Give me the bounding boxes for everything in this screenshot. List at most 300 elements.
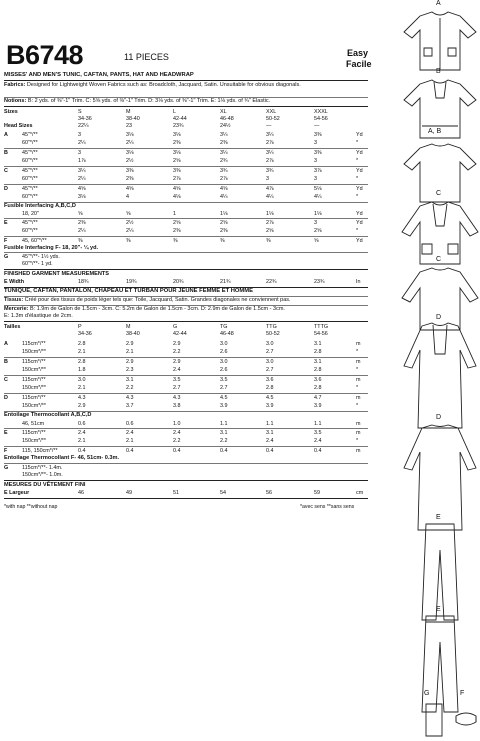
- table-cell: 2.2: [220, 438, 228, 444]
- french-title: TUNIQUE, CAFTAN, PANTALON, CHAPEAU ET TURBAN POUR JEUNE FEMME ET HOMME: [4, 288, 253, 294]
- divider: [4, 498, 368, 499]
- row-width: 115cm*/**: [22, 395, 46, 401]
- table-cell: 50-52: [266, 116, 280, 122]
- metrage-row: [4, 358, 370, 366]
- row-unit: *: [356, 176, 359, 182]
- table-cell: 2.9: [78, 403, 86, 409]
- table-cell: XL: [220, 109, 227, 115]
- row-unit: *: [356, 385, 359, 391]
- tunic-a-figure: [400, 8, 480, 74]
- table-cell: 4⅛: [173, 194, 181, 200]
- table-cell: 2.7: [220, 385, 228, 391]
- row-width: 115cm*/**: [22, 359, 46, 365]
- table-cell: P: [78, 324, 82, 330]
- table-cell: ⅝: [314, 238, 319, 244]
- table-cell: 2.8: [266, 385, 274, 391]
- row-unit: m: [356, 448, 361, 454]
- table-cell: 22¼: [78, 123, 89, 129]
- table-cell: 3: [266, 176, 269, 182]
- yardage-row: [4, 193, 370, 201]
- table-cell: 2.2: [173, 438, 181, 444]
- largeur-row: [4, 489, 370, 497]
- figure-label: D: [436, 414, 442, 421]
- metrage-row: [4, 447, 370, 455]
- row-label: E: [4, 220, 8, 226]
- table-cell: ⅜: [78, 238, 83, 244]
- table-cell: 4⅝: [173, 186, 181, 192]
- row-width: 150cm*/**: [22, 349, 46, 355]
- table-cell: 2.1: [126, 438, 134, 444]
- table-cell: 2.2: [173, 349, 181, 355]
- table-cell: 0.4: [78, 448, 86, 454]
- row-label: D: [4, 395, 8, 401]
- table-cell: 2.8: [314, 385, 322, 391]
- table-cell: 23¾: [173, 123, 184, 129]
- table-cell: 2.6: [220, 367, 228, 373]
- table-cell: 2.8: [314, 349, 322, 355]
- table-cell: 2.4: [266, 438, 274, 444]
- metrage-row: [4, 437, 370, 445]
- table-cell: 3⅛: [173, 150, 181, 156]
- row-label: E Width: [4, 279, 25, 285]
- table-cell: 42-44: [173, 116, 187, 122]
- row-label: D: [4, 186, 8, 192]
- fusible-row: [4, 210, 370, 218]
- table-cell: 3¼: [78, 168, 86, 174]
- table-cell: 19¾: [126, 279, 137, 285]
- table-cell: 2.4: [173, 430, 181, 436]
- table-cell: 1.1: [266, 421, 274, 427]
- table-cell: 3¼: [266, 150, 274, 156]
- table-cell: 3.0: [78, 377, 86, 383]
- row-width: 45"*/**: [22, 186, 38, 192]
- table-cell: 0.4: [220, 448, 228, 454]
- notions-note-label: Notions:: [4, 98, 27, 104]
- table-cell: 2⅝: [220, 220, 228, 226]
- row-unit: m: [356, 377, 361, 383]
- row-unit: cm: [356, 490, 364, 496]
- table-cell: 2.4: [173, 367, 181, 373]
- row-unit: m: [356, 341, 361, 347]
- row-unit: *: [356, 228, 359, 234]
- table-cell: 3.1: [220, 430, 228, 436]
- row-width: 115cm*/**- 1.4m.: [22, 465, 63, 471]
- difficulty-level: [346, 48, 372, 70]
- table-cell: 23: [126, 123, 132, 129]
- table-cell: 34-36: [78, 116, 92, 122]
- table-cell: 4¼: [266, 194, 274, 200]
- yardage-row: [4, 157, 370, 165]
- row-label: E Largeur: [4, 490, 30, 496]
- table-cell: 3.9: [314, 403, 322, 409]
- divider: [4, 80, 368, 81]
- table-cell: 3: [314, 220, 317, 226]
- table-cell: 3: [314, 140, 317, 146]
- table-cell: 3¼: [220, 132, 228, 138]
- row-width: 150cm*/**: [22, 367, 46, 373]
- table-cell: TTG: [266, 324, 277, 330]
- row-label: B: [4, 150, 8, 156]
- table-cell: 54-56: [314, 116, 328, 122]
- table-cell: 0.6: [126, 421, 134, 427]
- table-cell: 4¼: [220, 194, 228, 200]
- table-cell: 38-40: [126, 116, 140, 122]
- table-cell: 1⅛: [220, 211, 228, 217]
- mercerie-note-label: Mercerie:: [4, 306, 29, 312]
- entoilage-row: [4, 420, 370, 428]
- table-cell: 2⅝: [314, 228, 322, 234]
- row-unit: Yd: [356, 168, 363, 174]
- row-width: 45"*/**- 1½ yds.: [22, 254, 60, 260]
- row-unit: Yd: [356, 238, 363, 244]
- table-cell: 3: [78, 132, 81, 138]
- g-yardage-row: [4, 260, 370, 268]
- table-cell: 54-56: [314, 331, 328, 337]
- mercerie-note-text: B: 1.9m de Galon de 1.5cm - 3cm. C: 5.2m de Galon de 1.5cm - 3cm. D: 2.9m de Galon de 1.5cm - 3cm.: [28, 306, 285, 312]
- yardage-row: [4, 175, 370, 183]
- table-cell: 46: [78, 490, 84, 496]
- table-cell: 3.9: [220, 403, 228, 409]
- table-cell: 34-36: [78, 331, 92, 337]
- row-width: 115cm*/**: [22, 430, 46, 436]
- table-cell: 3⅛: [78, 194, 86, 200]
- table-cell: 2¾: [220, 158, 228, 164]
- yardage-row: [4, 219, 370, 227]
- table-cell: 3⅞: [314, 168, 322, 174]
- table-cell: M: [126, 324, 131, 330]
- figure-label: C: [436, 190, 442, 197]
- table-cell: 24½: [220, 123, 231, 129]
- table-cell: 2⅜: [220, 140, 228, 146]
- row-width: 45"*/**: [22, 220, 38, 226]
- row-label: C: [4, 377, 8, 383]
- row-unit: Yd: [356, 211, 363, 217]
- row-unit: In: [356, 279, 361, 285]
- table-cell: 1.0: [173, 421, 181, 427]
- table-cell: 2⅞: [266, 158, 274, 164]
- row-unit: Yd: [356, 220, 363, 226]
- row-width: 60"*/**: [22, 194, 38, 200]
- table-cell: 4¼: [314, 194, 322, 200]
- table-cell: 2⅞: [266, 140, 274, 146]
- table-cell: 1.1: [314, 421, 322, 427]
- footnotes: [4, 504, 57, 511]
- table-cell: G: [173, 324, 178, 330]
- table-cell: 3⅛: [126, 150, 134, 156]
- figure-label: E: [436, 514, 441, 521]
- table-cell: 3⅛: [126, 132, 134, 138]
- table-cell: 0.4: [314, 448, 322, 454]
- table-cell: 3⅜: [314, 132, 322, 138]
- table-cell: 2.9: [173, 341, 181, 347]
- row-label: Sizes: [4, 109, 18, 115]
- mesures-label: MESURES DU VÊTEMENT FINI: [4, 482, 86, 488]
- table-cell: 3.6: [314, 377, 322, 383]
- table-cell: 2¼: [78, 176, 86, 182]
- table-cell: 2.3: [126, 367, 134, 373]
- table-cell: ⅝: [126, 211, 131, 217]
- figure-label: F: [460, 690, 465, 697]
- table-cell: 20¾: [173, 279, 184, 285]
- table-cell: L: [173, 109, 176, 115]
- table-cell: 2⅞: [220, 176, 228, 182]
- metrage-row: [4, 366, 370, 374]
- table-cell: 2.1: [78, 385, 86, 391]
- table-cell: 4.5: [220, 395, 228, 401]
- table-cell: ⅜: [126, 238, 131, 244]
- row-width: 46, 51cm: [22, 421, 45, 427]
- metrage-row: [4, 384, 370, 392]
- table-cell: 4⅝: [78, 186, 86, 192]
- table-cell: 3.7: [126, 403, 134, 409]
- table-cell: XXXL: [314, 109, 328, 115]
- row-unit: *: [356, 194, 359, 200]
- table-cell: 3.5: [314, 430, 322, 436]
- yardage-row: [4, 149, 370, 157]
- metrage-row: [4, 429, 370, 437]
- row-label: G: [4, 254, 9, 260]
- table-cell: 3.5: [220, 377, 228, 383]
- table-cell: 22¾: [266, 279, 277, 285]
- table-cell: 46-48: [220, 116, 234, 122]
- fabrics-note-label: Fabrics:: [4, 82, 26, 88]
- table-cell: TG: [220, 324, 228, 330]
- row-width: 45"*/**: [22, 168, 38, 174]
- tissus-note-label: Tissus:: [4, 297, 24, 303]
- row-label: Tailles: [4, 324, 21, 330]
- table-cell: 46-48: [220, 331, 234, 337]
- table-cell: 3.1: [266, 430, 274, 436]
- table-cell: 3: [78, 150, 81, 156]
- table-cell: 59: [314, 490, 320, 496]
- table-cell: 21¾: [220, 279, 231, 285]
- table-cell: 49: [126, 490, 132, 496]
- table-cell: 3: [314, 158, 317, 164]
- row-unit: *: [356, 403, 359, 409]
- figure-label: B: [436, 68, 441, 75]
- table-cell: 2⅝: [173, 158, 181, 164]
- table-cell: 4.3: [173, 395, 181, 401]
- table-cell: 2.1: [126, 349, 134, 355]
- metrage-row: [4, 376, 370, 384]
- figure-label: A: [436, 0, 441, 7]
- table-cell: ⅜: [220, 238, 225, 244]
- table-cell: 3: [314, 176, 317, 182]
- row-unit: *: [356, 158, 359, 164]
- table-cell: 2⅝: [266, 228, 274, 234]
- table-cell: 3⅜: [314, 150, 322, 156]
- table-cell: ⅜: [173, 238, 178, 244]
- metrage-row: [4, 394, 370, 402]
- table-cell: ⅜: [266, 238, 271, 244]
- row-label: F: [4, 448, 8, 454]
- figure-label: C: [436, 256, 442, 263]
- row-width: 60"*/**: [22, 176, 38, 182]
- table-cell: 3.0: [266, 341, 274, 347]
- table-cell: 4⅝: [220, 186, 228, 192]
- finished-measurements-label: FINISHED GARMENT MEASUREMENTS: [4, 271, 110, 277]
- yardage-row: [4, 131, 370, 139]
- table-cell: 38-40: [126, 331, 140, 337]
- table-cell: 2.7: [266, 367, 274, 373]
- table-cell: 3.0: [220, 359, 228, 365]
- table-cell: 2⅝: [173, 220, 181, 226]
- yardage-row: [4, 237, 370, 245]
- table-cell: 3¾: [266, 168, 274, 174]
- table-cell: 3.0: [220, 341, 228, 347]
- figure-label: G: [424, 690, 430, 697]
- table-cell: 2.4: [126, 430, 134, 436]
- row-label: A: [4, 341, 8, 347]
- table-cell: 4⅞: [266, 186, 274, 192]
- table-cell: 3.1: [314, 359, 322, 365]
- table-cell: 1⅛: [314, 211, 322, 217]
- figure-label: D: [436, 314, 442, 321]
- divider: [4, 269, 368, 270]
- tissus-note: [4, 297, 368, 304]
- footnote-nap: *with nap: [4, 504, 26, 510]
- table-cell: 4⅝: [126, 186, 134, 192]
- table-cell: 2.1: [78, 349, 86, 355]
- row-unit: *: [356, 140, 359, 146]
- width-row: [4, 278, 370, 286]
- row-label: B: [4, 359, 8, 365]
- row-unit: Yd: [356, 150, 363, 156]
- difficulty-fr: Facile: [346, 59, 372, 69]
- table-cell: 2.1: [78, 438, 86, 444]
- size-range-row: [4, 330, 370, 338]
- table-cell: 2.9: [126, 359, 134, 365]
- headwrap-hat-figure: [400, 700, 480, 738]
- figure-label: A, B: [428, 128, 442, 135]
- row-label: Head Sizes: [4, 123, 33, 129]
- row-label: E: [4, 430, 8, 436]
- table-cell: 0.4: [173, 448, 181, 454]
- table-cell: 2¼: [126, 140, 134, 146]
- tissus-note-text: Créé pour des tissus de poids léger tels que: Toile, Jacquard, Satin. Grandes diagonales ne conviennent pas.: [23, 297, 291, 303]
- table-cell: 0.6: [78, 421, 86, 427]
- yardage-row: [4, 167, 370, 175]
- table-cell: 4.7: [314, 395, 322, 401]
- row-label: A: [4, 132, 8, 138]
- table-cell: 2½: [126, 220, 134, 226]
- table-cell: 3.8: [173, 403, 181, 409]
- table-cell: 2.7: [266, 349, 274, 355]
- g-metrage-row: [4, 471, 370, 479]
- fabrics-note: [4, 82, 368, 89]
- row-width: 150cm*/**: [22, 438, 46, 444]
- table-cell: ⅝: [78, 211, 83, 217]
- table-cell: 3¾: [220, 168, 228, 174]
- table-cell: 3.9: [266, 403, 274, 409]
- row-unit: *: [356, 367, 359, 373]
- row-unit: m: [356, 395, 361, 401]
- mercerie-note-2: E: 1.3m d'élastique de 2cm.: [4, 313, 73, 319]
- notions-note: [4, 98, 368, 105]
- row-width: 115, 150cm*/**: [22, 448, 58, 454]
- row-width: 150cm*/**: [22, 385, 46, 391]
- metrage-row: [4, 340, 370, 348]
- table-cell: 4.3: [78, 395, 86, 401]
- table-cell: 1⅛: [266, 211, 274, 217]
- mercerie-note: [4, 306, 368, 313]
- table-cell: 4.5: [266, 395, 274, 401]
- table-cell: 2.4: [314, 438, 322, 444]
- row-width: 45, 60"*/**: [22, 238, 47, 244]
- yardage-row: [4, 185, 370, 193]
- footnote-avec: *avec sens: [300, 504, 326, 510]
- row-width: 150cm*/**: [22, 403, 46, 409]
- table-cell: S: [78, 109, 82, 115]
- table-cell: 3.0: [266, 359, 274, 365]
- table-cell: 2⅜: [78, 220, 86, 226]
- footnotes-fr: [300, 504, 354, 511]
- table-cell: XXL: [266, 109, 277, 115]
- entoilage-label: Entoilage Thermocollant A,B,C,D: [4, 412, 92, 418]
- table-cell: M: [126, 109, 131, 115]
- table-cell: 0.4: [126, 448, 134, 454]
- notions-note-text: B: 2 yds. of ⅜"-1" Trim. C: 5⅝ yds. of ⅜"-1" Trim. D: 3⅛ yds. of ⅜"-1" Trim. E: 1⅛ yds. of ¾" Elastic.: [26, 98, 271, 104]
- pattern-number: B6748: [6, 40, 84, 70]
- row-width: 45"*/**: [22, 132, 38, 138]
- table-cell: 3¼: [266, 132, 274, 138]
- table-cell: 2¼: [78, 228, 86, 234]
- pieces-count: 11 PIECES: [124, 52, 169, 62]
- divider: [4, 480, 368, 481]
- difficulty-en: Easy: [346, 48, 368, 58]
- table-cell: 2.2: [126, 385, 134, 391]
- table-cell: 2¼: [78, 140, 86, 146]
- table-cell: 3.5: [173, 377, 181, 383]
- row-unit: *: [356, 438, 359, 444]
- table-cell: 5⅛: [314, 186, 322, 192]
- row-width: 60"*/**: [22, 140, 38, 146]
- figure-label: E: [436, 606, 441, 613]
- table-cell: 2.8: [314, 367, 322, 373]
- row-width: 150cm*/**- 1.0m.: [22, 472, 63, 478]
- table-cell: 3¼: [220, 150, 228, 156]
- row-width: 115cm*/**: [22, 377, 46, 383]
- table-cell: 0.4: [266, 448, 274, 454]
- table-cell: 2¼: [126, 228, 134, 234]
- row-width: 18, 20": [22, 211, 39, 217]
- row-unit: m: [356, 421, 361, 427]
- table-cell: 3⅛: [173, 132, 181, 138]
- table-cell: 2.9: [173, 359, 181, 365]
- table-cell: —: [314, 123, 320, 129]
- table-cell: 2.4: [78, 430, 86, 436]
- fusible-interfacing-f: Fusible Interfacing F- 18, 20"- ¼ yd.: [4, 245, 99, 251]
- english-title: MISSES' AND MEN'S TUNIC, CAFTAN, PANTS, HAT AND HEADWRAP: [4, 72, 194, 78]
- table-cell: 54: [220, 490, 226, 496]
- table-cell: 50-52: [266, 331, 280, 337]
- table-cell: 2⅞: [266, 220, 274, 226]
- yardage-row: [4, 227, 370, 235]
- table-cell: 2⅜: [173, 228, 181, 234]
- table-cell: 51: [173, 490, 179, 496]
- table-cell: 3⅜: [126, 168, 134, 174]
- table-cell: 18¾: [78, 279, 89, 285]
- footnote-nonap: **without nap: [25, 504, 58, 510]
- table-cell: 2⅞: [173, 176, 181, 182]
- row-width: 60"*/**: [22, 228, 38, 234]
- table-cell: 2.6: [220, 349, 228, 355]
- table-cell: 1: [173, 211, 176, 217]
- table-cell: 2½: [126, 158, 134, 164]
- row-width: 45"*/**: [22, 150, 38, 156]
- yardage-row: [4, 139, 370, 147]
- table-cell: 2⅜: [220, 228, 228, 234]
